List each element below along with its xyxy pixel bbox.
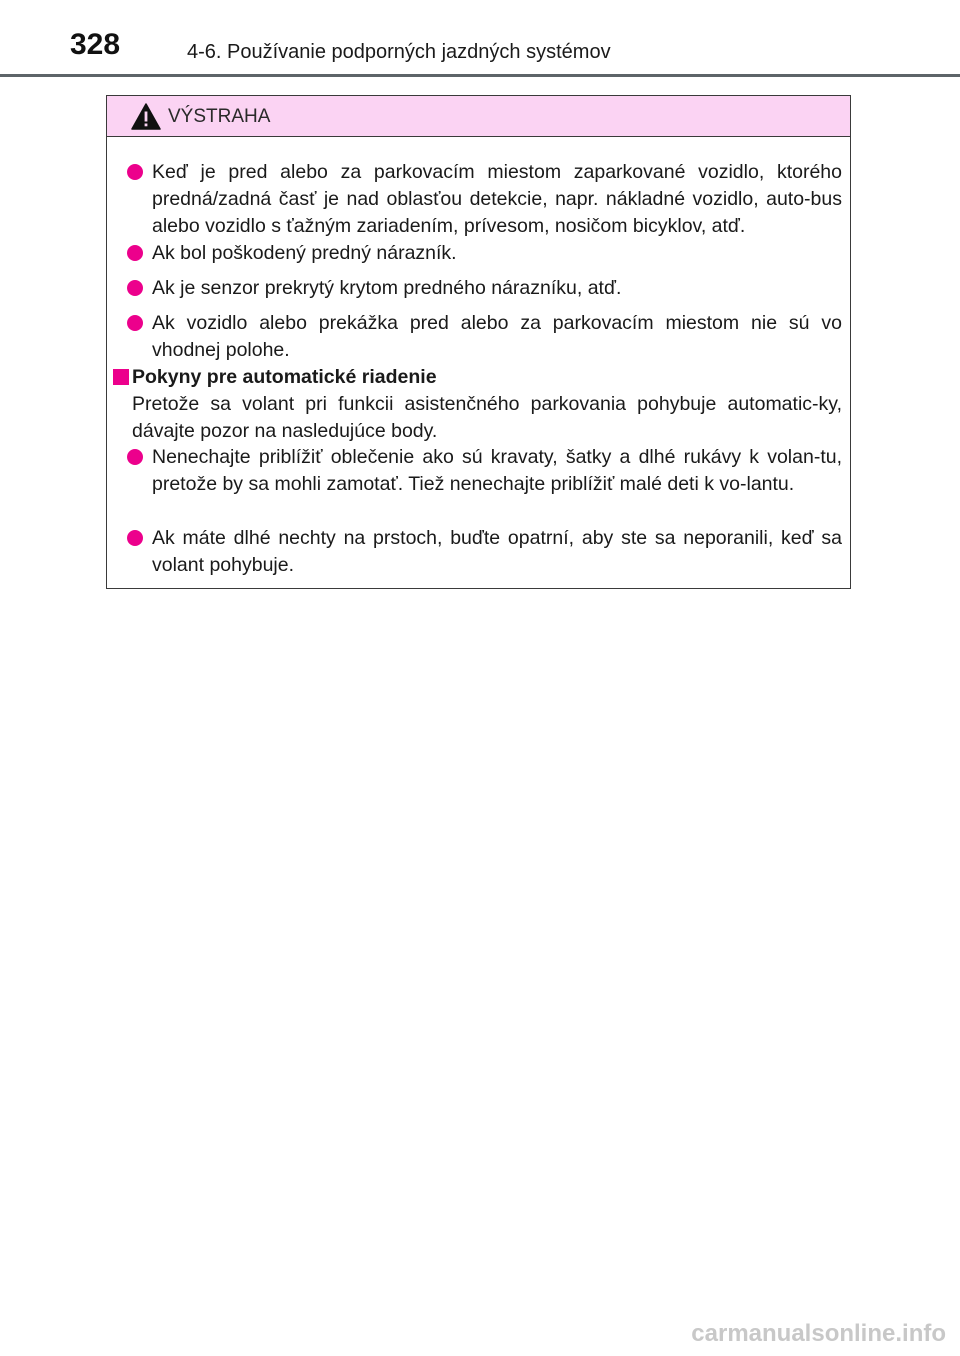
bullet-dot-icon xyxy=(127,530,143,546)
list-item-text: Ak vozidlo alebo prekážka pred alebo za parkovacím miestom nie sú vo vhodnej polohe. xyxy=(152,312,842,361)
bullet-dot-icon xyxy=(127,315,143,331)
bullet-dot-icon xyxy=(127,245,143,261)
list-item-text: Keď je pred alebo za parkovacím miestom zaparkované vozidlo, ktorého predná/zadná časť je nad oblasťou detekcie, napr. nákladné vozidlo, auto-bus alebo vozidlo s ťažným zariadením, prívesom, nosičom bicyklov, atď. xyxy=(152,161,842,237)
subheading: Pokyny pre automatické riadenie xyxy=(132,366,437,388)
list-item-text: Nenechajte priblížiť oblečenie ako sú kravaty, šatky a dlhé rukávy k volan-tu, pretože by sa mohli zamotať. Tiež nenechajte priblížiť malé deti k vo-lantu. xyxy=(152,446,842,495)
section-title: 4-6. Používanie podporných jazdných systémov xyxy=(187,41,611,63)
list-item-text: Ak bol poškodený predný nárazník. xyxy=(152,242,457,264)
square-marker-icon xyxy=(113,369,129,385)
page-number: 328 xyxy=(70,28,121,61)
bullet-dot-icon xyxy=(127,280,143,296)
warning-box xyxy=(106,95,851,589)
bullet-dot-icon xyxy=(127,164,143,180)
list-item-text: Ak je senzor prekrytý krytom predného nárazníku, atď. xyxy=(152,277,622,299)
list-item-text: Ak máte dlhé nechty na prstoch, buďte opatrní, aby ste sa neporanili, keď sa volant pohybuje. xyxy=(152,527,842,576)
warning-title: VÝSTRAHA xyxy=(168,106,271,127)
warning-header xyxy=(107,96,850,137)
paragraph: Pretože sa volant pri funkcii asistenčného parkovania pohybuje automatic-ky, dávajte pozor na nasledujúce body. xyxy=(132,393,842,442)
page-header xyxy=(0,0,960,80)
warning-triangle-icon xyxy=(131,103,161,131)
bullet-dot-icon xyxy=(127,449,143,465)
watermark: carmanualsonline.info xyxy=(691,1320,946,1347)
header-divider xyxy=(0,74,960,77)
